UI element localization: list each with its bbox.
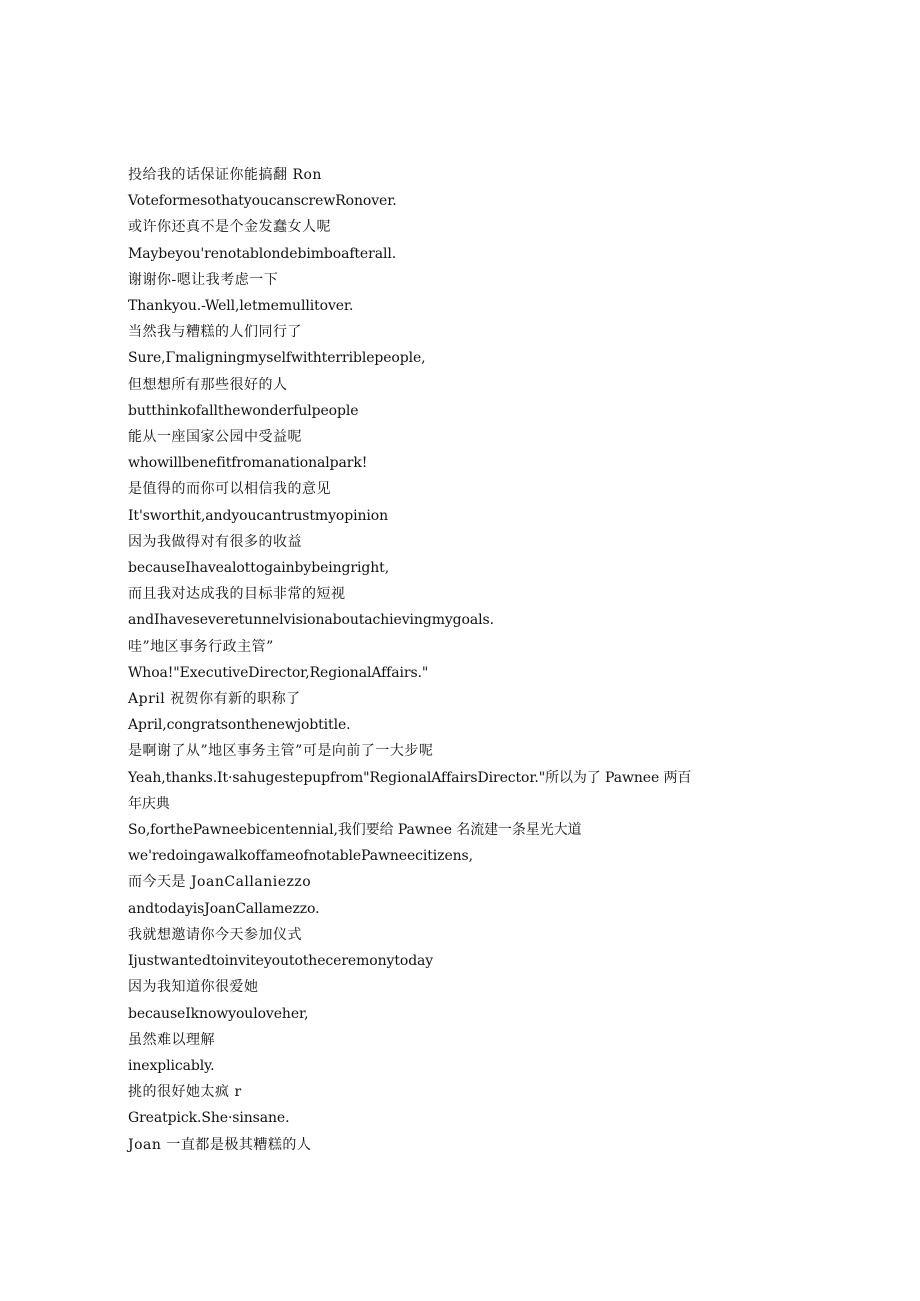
- chinese-subtitle-line: 当然我与糟糕的人们同行了: [128, 324, 302, 341]
- english-subtitle-line: whowillbenefitfromanationalpark!: [128, 455, 368, 472]
- chinese-subtitle-line: 因为我做得对有很多的收益: [128, 533, 302, 550]
- chinese-subtitle-line: 是值得的而你可以相信我的意见: [128, 481, 331, 498]
- subtitle-text-body: [128, 162, 728, 1158]
- english-subtitle-line: April,congratsonthenewjobtitle.: [128, 717, 351, 734]
- chinese-subtitle-line: April 祝贺你有新的职称了: [128, 691, 301, 708]
- chinese-subtitle-line: 谢谢你-嗯让我考虑一下: [128, 271, 279, 288]
- english-subtitle-line: It'sworthit,andyoucantrustmyopinion: [128, 507, 389, 524]
- chinese-subtitle-line: 能从一座国家公园中受益呢: [128, 429, 302, 446]
- english-subtitle-line: Ijustwantedtoinviteyoutotheceremonytoday: [128, 953, 434, 970]
- chinese-subtitle-line: 是啊谢了从”地区事务主管”可是向前了一大步呢: [128, 743, 434, 760]
- mixed-subtitle-line: So,forthePawneebicentennial,我们要给 Pawnee 名流建一条星光大道: [128, 822, 582, 839]
- chinese-subtitle-line: 我就想邀请你今天参加仪式: [128, 926, 302, 943]
- english-subtitle-line: Greatpick.She·sinsane.: [128, 1110, 290, 1127]
- chinese-subtitle-line: 投给我的话保证你能搞翻 Ron: [128, 167, 322, 183]
- chinese-subtitle-line: 挑的很好她太疯 r: [128, 1084, 242, 1101]
- english-subtitle-line: andIhaveseveretunnelvisionaboutachievingmygoals.: [128, 612, 494, 629]
- english-subtitle-line: becauseIhavealottogainbybeingright,: [128, 560, 390, 577]
- mixed-subtitle-line: Yeah,thanks.It·sahugestepupfrom"RegionalAffairsDirector."所以为了 Pawnee 两百年庆典: [128, 769, 692, 812]
- english-subtitle-line: we'redoingawalkoffameofnotablePawneecitizens,: [128, 848, 473, 865]
- chinese-subtitle-line: Joan 一直都是极其糟糕的人: [128, 1136, 312, 1153]
- english-subtitle-line: becauseIknowyouloveher,: [128, 1005, 309, 1022]
- chinese-subtitle-line: 或许你还真不是个金发蠢女人呢: [128, 219, 331, 236]
- chinese-subtitle-line: 而今天是 JoanCallaniezzo: [128, 874, 312, 891]
- chinese-subtitle-line: 哇”地区事务行政主管”: [128, 638, 274, 655]
- english-subtitle-line: VoteformesothatyoucanscrewRonover.: [128, 193, 397, 210]
- english-subtitle-line: butthinkofallthewonderfulpeople: [128, 402, 359, 419]
- chinese-subtitle-line: 因为我知道你很爱她: [128, 979, 259, 996]
- english-subtitle-line: Thankyou.-Well,letmemullitover.: [128, 298, 354, 315]
- chinese-subtitle-line: 而且我对达成我的目标非常的短视: [128, 586, 346, 603]
- english-subtitle-line: Maybeyou'renotablondebimboafterall.: [128, 245, 397, 262]
- chinese-subtitle-line: 虽然难以理解: [128, 1031, 215, 1048]
- english-subtitle-line: Whoa!"ExecutiveDirector,RegionalAffairs.": [128, 664, 429, 681]
- chinese-subtitle-line: 但想想所有那些很好的人: [128, 376, 288, 393]
- english-subtitle-line: andtodayisJoanCallamezzo.: [128, 900, 320, 917]
- english-subtitle-line: inexplicably.: [128, 1057, 215, 1074]
- english-subtitle-line: Sure,Γmaligningmyselfwithterriblepeople,: [128, 350, 426, 367]
